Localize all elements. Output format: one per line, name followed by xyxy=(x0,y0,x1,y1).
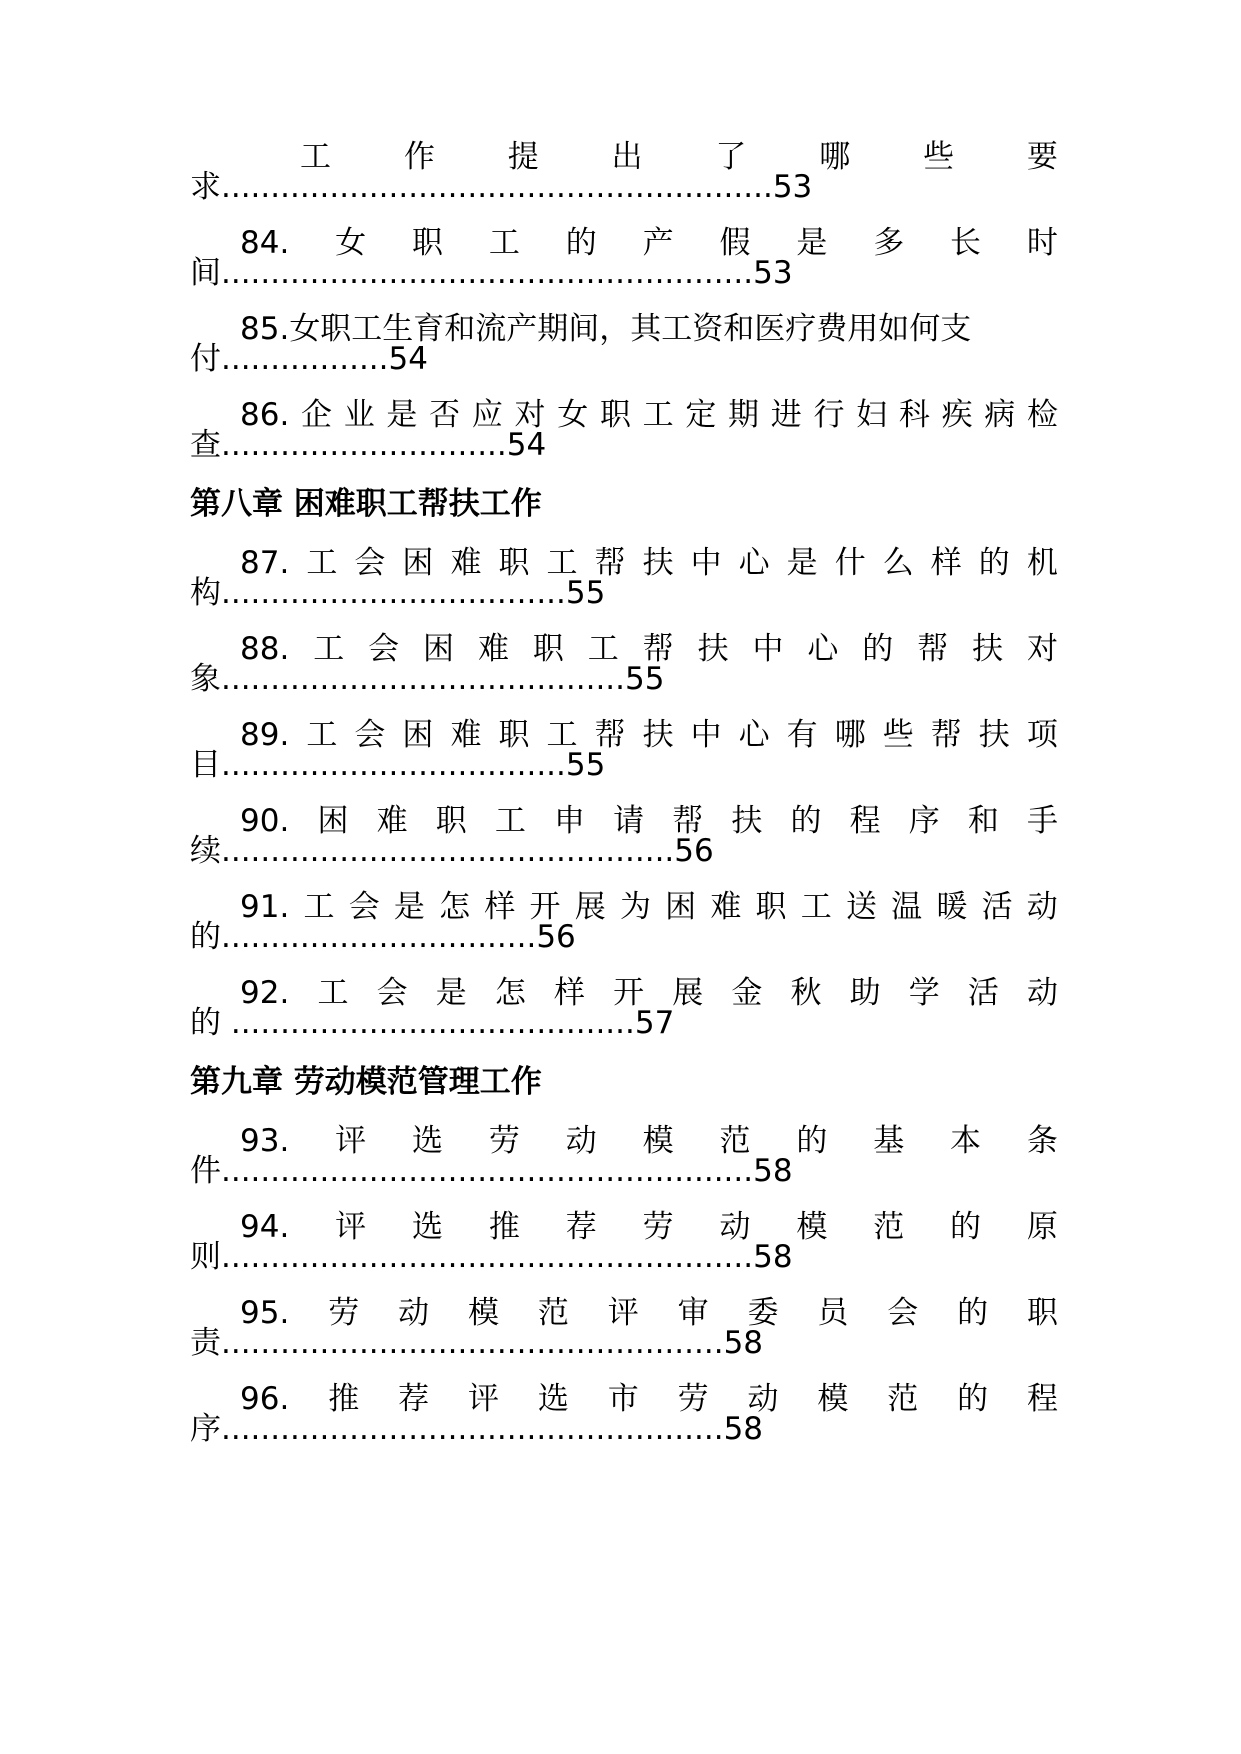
toc-title-char: 期 xyxy=(728,397,760,433)
toc-title-char: 动 xyxy=(747,1381,779,1417)
toc-title-char: 工 xyxy=(800,889,832,925)
toc-title-char: 活 xyxy=(981,889,1013,925)
toc-title-char: 送 xyxy=(845,889,877,925)
toc-entry-title-tail: 求 xyxy=(190,169,221,205)
toc-title-char: 困 xyxy=(402,545,434,581)
toc-title-char: 职 xyxy=(435,803,467,839)
toc-dot-leader: ................................... xyxy=(221,747,566,783)
toc-title-char: 的 xyxy=(790,803,822,839)
toc-title-char: 暖 xyxy=(936,889,968,925)
toc-title-char: 帮 xyxy=(642,631,674,667)
toc-title-char: 哪 xyxy=(834,717,866,753)
toc-title-char: 工 xyxy=(642,397,674,433)
toc-page-number: 55 xyxy=(625,661,665,697)
toc-title-char: 是 xyxy=(393,889,425,925)
toc-entry-continuation-line xyxy=(190,342,1058,376)
toc-entry-number: 91. xyxy=(240,889,290,925)
toc-title-char: 扶 xyxy=(642,717,674,753)
toc-title-char: 工 xyxy=(303,889,335,925)
toc-entry-title-tail: 构 xyxy=(190,575,221,611)
toc-title-char: 哪 xyxy=(819,139,851,175)
toc-title-char: 范 xyxy=(887,1381,919,1417)
toc-entry-title-tail: 件 xyxy=(190,1153,221,1189)
toc-title-char: 长 xyxy=(950,225,982,261)
toc-title-char: 科 xyxy=(898,397,930,433)
toc-title-char: 市 xyxy=(607,1381,639,1417)
toc-page-number: 53 xyxy=(772,169,813,205)
toc-title-char: 产 xyxy=(642,225,674,261)
toc-title-char: 心 xyxy=(807,631,839,667)
toc-title-char: 检 xyxy=(1026,397,1058,433)
toc-title-char: 困 xyxy=(665,889,697,925)
toc-title-char: 样 xyxy=(930,545,962,581)
toc-title-char: 的 xyxy=(950,1209,982,1245)
toc-title-char: 了 xyxy=(715,139,747,175)
toc-title-char: 些 xyxy=(923,139,955,175)
toc-title-char: 有 xyxy=(786,717,818,753)
toc-title-char: 出 xyxy=(611,139,643,175)
toc-title-char: 应 xyxy=(471,397,503,433)
toc-entry-number: 88. xyxy=(240,631,290,667)
toc-dot-leader: ...................................................... xyxy=(221,1239,754,1275)
toc-entry-title-tail: 续 xyxy=(190,833,221,869)
toc-title-char: 推 xyxy=(328,1381,360,1417)
toc-title-char: 对 xyxy=(514,397,546,433)
toc-title-char: 委 xyxy=(747,1295,779,1331)
toc-title-char: 难 xyxy=(450,717,482,753)
toc-title-char: 作 xyxy=(403,139,435,175)
toc-entry[interactable] xyxy=(190,312,1058,376)
toc-page-number: 53 xyxy=(753,255,793,291)
toc-title-char: 劳 xyxy=(328,1295,360,1331)
toc-entry-number: 93. xyxy=(240,1123,290,1159)
toc-entry[interactable] xyxy=(190,140,1058,204)
toc-title-char: 模 xyxy=(467,1295,499,1331)
toc-title-char: 工 xyxy=(488,225,520,261)
toc-title-char: 职 xyxy=(532,631,564,667)
toc-title-char: 难 xyxy=(477,631,509,667)
toc-title-char: 荐 xyxy=(565,1209,597,1245)
toc-entry-number: 92. xyxy=(240,975,290,1011)
toc-title-char: 行 xyxy=(813,397,845,433)
toc-title-char: 困 xyxy=(402,717,434,753)
toc-title-char: 假 xyxy=(719,225,751,261)
toc-title-char: 动 xyxy=(565,1123,597,1159)
toc-title-char: 是 xyxy=(796,225,828,261)
toc-title-char: 评 xyxy=(335,1209,367,1245)
toc-entry-number: 84. xyxy=(240,225,290,261)
toc-entry-continuation-line xyxy=(190,1326,1058,1360)
toc-title-char: 会 xyxy=(887,1295,919,1331)
toc-title-char: 基 xyxy=(873,1123,905,1159)
toc-entry-number: 86. xyxy=(240,397,290,433)
toc-title-char: 中 xyxy=(690,545,722,581)
toc-title-char: 工 xyxy=(300,139,331,175)
toc-title-char: 定 xyxy=(685,397,717,433)
toc-group-top xyxy=(190,140,1058,462)
toc-dot-leader: .............................................. xyxy=(221,833,675,869)
toc-dot-leader: ................. xyxy=(221,341,389,377)
toc-title-char: 荐 xyxy=(398,1381,430,1417)
toc-title-char: 心 xyxy=(738,545,770,581)
toc-title-char: 秋 xyxy=(790,975,822,1011)
toc-entry-title-tail: 责 xyxy=(190,1325,221,1361)
toc-entry-continuation-line xyxy=(190,834,1058,868)
toc-entry-number: 87. xyxy=(240,545,290,581)
toc-title-char: 帮 xyxy=(594,545,626,581)
toc-entry-number: 94. xyxy=(240,1209,290,1245)
toc-title-char: 进 xyxy=(770,397,802,433)
toc-title-char: 什 xyxy=(834,545,866,581)
toc-title-char: 怎 xyxy=(494,975,526,1011)
toc-title-char: 女 xyxy=(557,397,589,433)
toc-title-char: 时 xyxy=(1026,225,1058,261)
toc-entry[interactable] xyxy=(190,398,1058,462)
toc-dot-leader: ................................................... xyxy=(221,1411,724,1447)
toc-entry-title-tail: 的 xyxy=(190,1005,221,1041)
toc-entry-number: 96. xyxy=(240,1381,290,1417)
toc-title-char: 评 xyxy=(467,1381,499,1417)
toc-title-char: 妇 xyxy=(856,397,888,433)
toc-title-char: 工 xyxy=(546,717,578,753)
toc-title-char: 企 xyxy=(301,397,333,433)
toc-page-number: 55 xyxy=(565,747,606,783)
toc-title-char: 的 xyxy=(796,1123,828,1159)
toc-title-char: 工 xyxy=(317,975,349,1011)
toc-entry-title: 女职工生育和流产期间，其工资和医疗费用如何支 xyxy=(289,311,972,347)
toc-title-char: 展 xyxy=(672,975,704,1011)
toc-title-char: 中 xyxy=(752,631,784,667)
toc-title-char: 疾 xyxy=(941,397,973,433)
toc-title-char: 项 xyxy=(1026,717,1058,753)
toc-title-char: 工 xyxy=(546,545,578,581)
toc-group-bottom xyxy=(190,1124,1058,1446)
toc-entry[interactable] xyxy=(190,1124,1058,1188)
toc-title-char: 要 xyxy=(1026,139,1058,175)
toc-title-char: 的 xyxy=(957,1381,989,1417)
toc-title-char: 难 xyxy=(710,889,742,925)
toc-title-char: 劳 xyxy=(677,1381,709,1417)
toc-title-char: 业 xyxy=(343,397,375,433)
toc-title-char: 模 xyxy=(796,1209,828,1245)
toc-title-char: 对 xyxy=(1027,631,1058,667)
toc-entry-title-tail: 象 xyxy=(190,661,221,697)
toc-dot-leader: ...................................................... xyxy=(221,255,754,291)
toc-title-char: 否 xyxy=(429,397,461,433)
toc-title-char: 心 xyxy=(738,717,770,753)
toc-entry-continuation-line xyxy=(190,170,1058,204)
toc-title-char: 展 xyxy=(574,889,606,925)
toc-entry-title-tail: 查 xyxy=(190,427,221,463)
toc-entry[interactable] xyxy=(190,976,1058,1040)
toc-title-char: 病 xyxy=(984,397,1016,433)
toc-title-char: 职 xyxy=(755,889,787,925)
toc-title-char: 样 xyxy=(553,975,585,1011)
toc-title-char: 模 xyxy=(817,1381,849,1417)
toc-dot-leader: ............................. xyxy=(221,427,507,463)
toc-dot-leader: ................................................... xyxy=(221,1325,724,1361)
toc-title-char: 难 xyxy=(450,545,482,581)
toc-entry-number: 95. xyxy=(240,1295,290,1331)
toc-entry[interactable] xyxy=(190,546,1058,610)
toc-title-char: 扶 xyxy=(731,803,763,839)
toc-entry-continuation-line xyxy=(190,576,1058,610)
toc-title-char: 开 xyxy=(529,889,561,925)
toc-title-char: 职 xyxy=(1026,1295,1058,1331)
toc-title-char: 机 xyxy=(1026,545,1058,581)
toc-title-char: 工 xyxy=(494,803,526,839)
toc-entry[interactable] xyxy=(190,804,1058,868)
toc-title-char: 会 xyxy=(368,631,400,667)
toc-title-char: 请 xyxy=(613,803,645,839)
toc-title-char: 是 xyxy=(386,397,418,433)
toc-title-char: 原 xyxy=(1026,1209,1058,1245)
toc-title-char: 会 xyxy=(348,889,380,925)
toc-entry-continuation-line xyxy=(190,748,1058,782)
toc-title-char: 帮 xyxy=(917,631,949,667)
toc-content xyxy=(190,140,1058,1468)
toc-title-char: 会 xyxy=(354,717,386,753)
toc-dot-leader: ................................... xyxy=(221,575,566,611)
toc-title-char: 帮 xyxy=(594,717,626,753)
toc-entry-title-tail: 付 xyxy=(190,341,221,377)
toc-dot-leader: ...................................................... xyxy=(221,1153,754,1189)
toc-title-char: 温 xyxy=(891,889,923,925)
toc-title-char: 开 xyxy=(613,975,645,1011)
toc-title-char: 范 xyxy=(537,1295,569,1331)
toc-entry[interactable] xyxy=(190,718,1058,782)
toc-entry-title-tail: 间 xyxy=(190,255,221,291)
toc-page-number: 56 xyxy=(674,833,714,869)
toc-page-number: 55 xyxy=(565,575,606,611)
toc-title-char: 女 xyxy=(335,225,367,261)
toc-title-char: 劳 xyxy=(642,1209,674,1245)
toc-title-char: 评 xyxy=(607,1295,639,1331)
toc-title-char: 职 xyxy=(599,397,631,433)
toc-title-char: 些 xyxy=(882,717,914,753)
toc-title-char: 多 xyxy=(873,225,905,261)
toc-entry[interactable] xyxy=(190,1210,1058,1274)
toc-title-char: 条 xyxy=(1026,1123,1058,1159)
toc-page-number: 58 xyxy=(723,1325,764,1361)
toc-entry[interactable] xyxy=(190,1296,1058,1360)
chapter-9-heading: 第九章 劳动模范管理工作 xyxy=(190,1064,542,1100)
toc-title-char: 怎 xyxy=(439,889,471,925)
toc-title-char: 扶 xyxy=(972,631,1004,667)
toc-title-char: 活 xyxy=(967,975,999,1011)
toc-title-char: 职 xyxy=(498,717,530,753)
toc-title-char: 动 xyxy=(398,1295,430,1331)
toc-title-char: 动 xyxy=(1026,889,1058,925)
toc-title-char: 提 xyxy=(507,139,539,175)
toc-title-char: 职 xyxy=(498,545,530,581)
toc-title-char: 选 xyxy=(412,1123,444,1159)
toc-entry-continuation-line xyxy=(190,1240,1058,1274)
toc-title-char: 困 xyxy=(423,631,455,667)
toc-title-char: 的 xyxy=(565,225,597,261)
toc-group-mid xyxy=(190,546,1058,1040)
toc-title-char: 中 xyxy=(690,717,722,753)
toc-title-char: 的 xyxy=(957,1295,989,1331)
toc-entry-continuation-line xyxy=(190,1154,1058,1188)
toc-title-char: 职 xyxy=(412,225,444,261)
toc-entry-title-tail: 的 xyxy=(190,919,221,955)
toc-title-char: 范 xyxy=(873,1209,905,1245)
toc-page-number: 58 xyxy=(753,1153,793,1189)
toc-entry-number: 89. xyxy=(240,717,290,753)
toc-title-char: 困 xyxy=(317,803,349,839)
toc-title-char: 帮 xyxy=(930,717,962,753)
toc-entry-continuation-line xyxy=(190,428,1058,462)
toc-title-char: 扶 xyxy=(642,545,674,581)
toc-title-char: 扶 xyxy=(697,631,729,667)
toc-title-char: 扶 xyxy=(978,717,1010,753)
toc-title-char: 会 xyxy=(354,545,386,581)
toc-title-char: 难 xyxy=(376,803,408,839)
toc-entry-continuation-line xyxy=(190,1412,1058,1446)
toc-title-char: 申 xyxy=(553,803,585,839)
toc-entry-continuation-line xyxy=(190,662,1058,696)
toc-title-char: 和 xyxy=(967,803,999,839)
toc-title-char: 员 xyxy=(817,1295,849,1331)
toc-title-char: 工 xyxy=(306,717,338,753)
toc-title-char: 本 xyxy=(950,1123,982,1159)
toc-entry-title-tail: 则 xyxy=(190,1239,221,1275)
toc-page-number: 54 xyxy=(506,427,547,463)
toc-title-char: 为 xyxy=(619,889,651,925)
toc-entry-title-tail: 序 xyxy=(190,1411,221,1447)
toc-title-char: 选 xyxy=(537,1381,569,1417)
toc-entry[interactable] xyxy=(190,632,1058,696)
toc-title-char: 工 xyxy=(587,631,619,667)
toc-title-char: 评 xyxy=(335,1123,367,1159)
toc-title-char: 会 xyxy=(376,975,408,1011)
toc-page-number: 57 xyxy=(634,1005,675,1041)
toc-title-char: 助 xyxy=(849,975,881,1011)
toc-page-number: 58 xyxy=(753,1239,793,1275)
chapter-8-heading: 第八章 困难职工帮扶工作 xyxy=(190,486,542,522)
toc-title-char: 的 xyxy=(978,545,1010,581)
toc-entry-continuation-line xyxy=(190,1006,1058,1040)
toc-title-char: 工 xyxy=(306,545,338,581)
toc-dot-leader: ......................................... xyxy=(221,1005,635,1041)
toc-title-char: 手 xyxy=(1026,803,1058,839)
toc-dot-leader: ......................................... xyxy=(221,661,626,697)
toc-title-char: 金 xyxy=(731,975,763,1011)
toc-title-char: 帮 xyxy=(672,803,704,839)
toc-entry-title-tail: 目 xyxy=(190,747,221,783)
toc-entry[interactable] xyxy=(190,890,1058,954)
toc-title-char: 程 xyxy=(1026,1381,1058,1417)
toc-title-char: 工 xyxy=(313,631,345,667)
toc-dot-leader: ................................ xyxy=(221,919,537,955)
toc-title-char: 么 xyxy=(882,545,914,581)
toc-page-number: 56 xyxy=(536,919,576,955)
toc-title-char: 动 xyxy=(719,1209,751,1245)
toc-title-char: 是 xyxy=(786,545,818,581)
toc-title-char: 推 xyxy=(488,1209,520,1245)
toc-entry-continuation-line xyxy=(190,256,1058,290)
toc-entry[interactable] xyxy=(190,226,1058,290)
toc-title-char: 范 xyxy=(719,1123,751,1159)
toc-title-char: 选 xyxy=(412,1209,444,1245)
toc-title-char: 序 xyxy=(908,803,940,839)
toc-page-number: 54 xyxy=(388,341,428,377)
toc-page-number: 58 xyxy=(723,1411,764,1447)
toc-title-char: 的 xyxy=(862,631,894,667)
toc-title-char: 动 xyxy=(1026,975,1058,1011)
toc-title-char: 是 xyxy=(435,975,467,1011)
toc-title-char: 模 xyxy=(642,1123,674,1159)
toc-dot-leader: ........................................................ xyxy=(221,169,773,205)
toc-title-char: 劳 xyxy=(488,1123,520,1159)
toc-entry[interactable] xyxy=(190,1382,1058,1446)
toc-title-char: 学 xyxy=(908,975,940,1011)
toc-title-char: 程 xyxy=(849,803,881,839)
toc-title-char: 样 xyxy=(484,889,516,925)
toc-title-char: 审 xyxy=(677,1295,709,1331)
toc-entry-number: 85. xyxy=(240,311,290,347)
toc-entry-continuation-line xyxy=(190,920,1058,954)
toc-entry-number: 90. xyxy=(240,803,290,839)
